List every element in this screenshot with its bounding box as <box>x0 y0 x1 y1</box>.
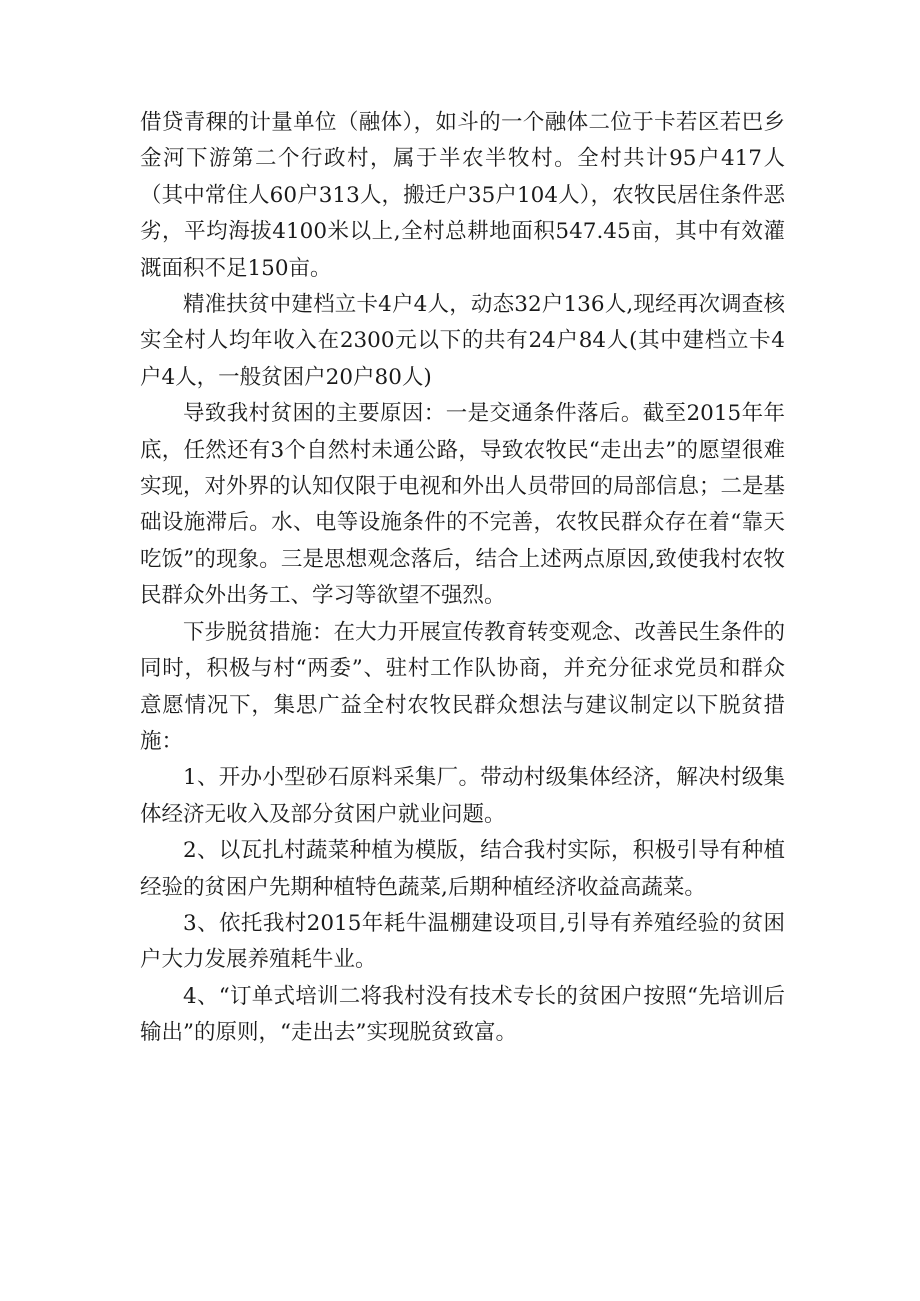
paragraph-measure-4: 4、“订单式培训二将我村没有技术专长的贫困户按照“先培训后输出”的原则，“走出去”实现脱贫致富。 <box>140 983 785 1046</box>
paragraph-measure-3: 3、依托我村2015年耗牛温棚建设项目,引导有养殖经验的贫困户大力发展养殖耗牛业。 <box>140 910 785 973</box>
document-page <box>140 105 785 1052</box>
paragraph-village-overview: 借贷青稞的计量单位（融体），如斗的一个融体二位于卡若区若巴乡金河下游第二个行政村，属于半农半牧村。全村共计95户417人（其中常住人60户313人，搬迁户35户104人），农牧民居住条件恶劣，平均海拔4100米以上,全村总耕地面积547.45亩，其中有效灌溉面积不足150亩。 <box>140 110 785 281</box>
paragraph-measure-1: 1、开办小型砂石原料采集厂。带动村级集体经济，解决村级集体经济无收入及部分贫困户就业问题。 <box>140 765 785 827</box>
paragraph-measure-2: 2、以瓦扎村蔬菜种植为模版，结合我村实际，积极引导有种植经验的贫困户先期种植特色蔬菜,后期种植经济收益高蔬菜。 <box>140 838 785 900</box>
paragraph-measures-intro: 下步脱贫措施：在大力开展宣传教育转变观念、改善民生条件的同时，积极与村“两委”、驻村工作队协商，并充分征求党员和群众意愿情况下，集思广益全村农牧民群众想法与建议制定以下脱贫措施： <box>140 619 786 754</box>
paragraph-poverty-registration: 精准扶贫中建档立卡4户4人，动态32户136人,现经再次调查核实全村人均年收入在2300元以下的共有24户84人(其中建档立卡4户4人，一般贫困户20户80人) <box>140 292 785 390</box>
paragraph-poverty-causes: 导致我村贫困的主要原因：一是交通条件落后。截至2015年年底，任然还有3个自然村未通公路，导致农牧民“走出去”的愿望很难实现，对外界的认知仅限于电视和外出人员带回的局部信息；二是基础设施滞后。水、电等设施条件的不完善，农牧民群众存在着“靠天吃饭”的现象。三是思想观念落后，结合上述两点原因,致使我村农牧民群众外出务工、学习等欲望不强烈。 <box>140 401 786 609</box>
